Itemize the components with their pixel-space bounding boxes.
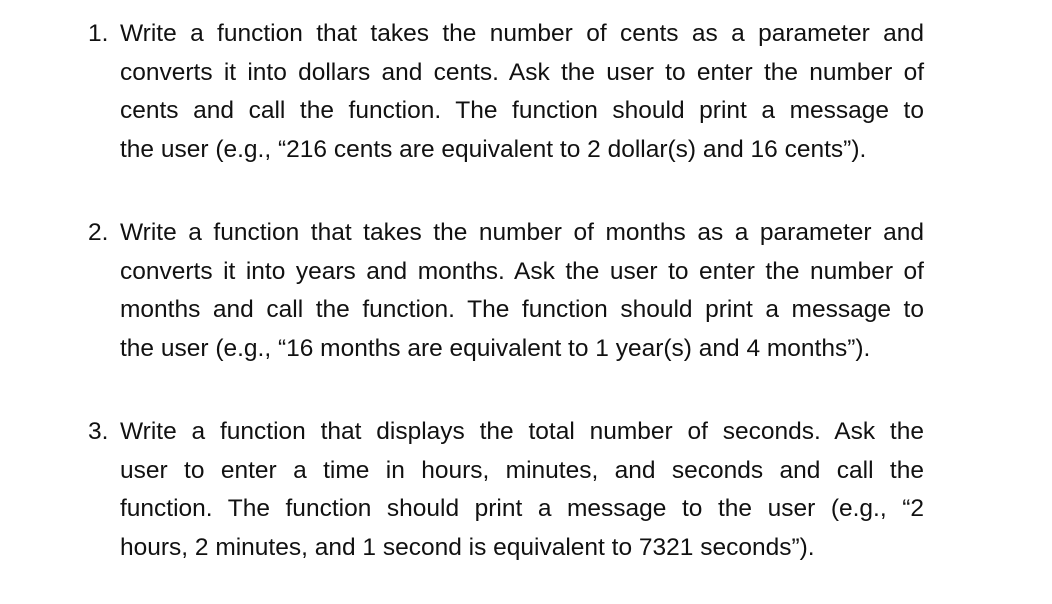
item-text-line: Write a function that displays the total number of seconds. Ask the: [120, 418, 924, 445]
exercise-item-2: [88, 214, 924, 368]
item-text-line: the user (e.g., “16 months are equivalent to 1 year(s) and 4 months”).: [120, 334, 871, 362]
item-text-line: user to enter a time in hours, minutes, and seconds and call the: [120, 456, 924, 484]
item-text-line: Write a function that takes the number of cents as a parameter and: [120, 20, 924, 47]
item-text-line: hours, 2 minutes, and 1 second is equivalent to 7321 seconds”).: [120, 533, 815, 561]
item-number: 1.: [88, 20, 109, 47]
item-text-line: cents and call the function. The function should print a message to: [120, 97, 924, 125]
item-text-line: function. The function should print a message to the user (e.g., “2: [120, 495, 924, 523]
item-text-line: the user (e.g., “216 cents are equivalent to 2 dollar(s) and 16 cents”).: [120, 135, 867, 163]
item-text-line: months and call the function. The function should print a message to: [120, 296, 924, 324]
item-text-line: converts it into dollars and cents. Ask the user to enter the number of: [120, 58, 924, 86]
item-number: 2.: [88, 219, 109, 246]
item-text-line: converts it into years and months. Ask the user to enter the number of: [120, 257, 924, 285]
exercise-item-1: [88, 15, 924, 169]
item-text-line: Write a function that takes the number of months as a parameter and: [120, 219, 924, 246]
item-number: 3.: [88, 418, 109, 445]
exercise-item-3: [88, 413, 924, 567]
